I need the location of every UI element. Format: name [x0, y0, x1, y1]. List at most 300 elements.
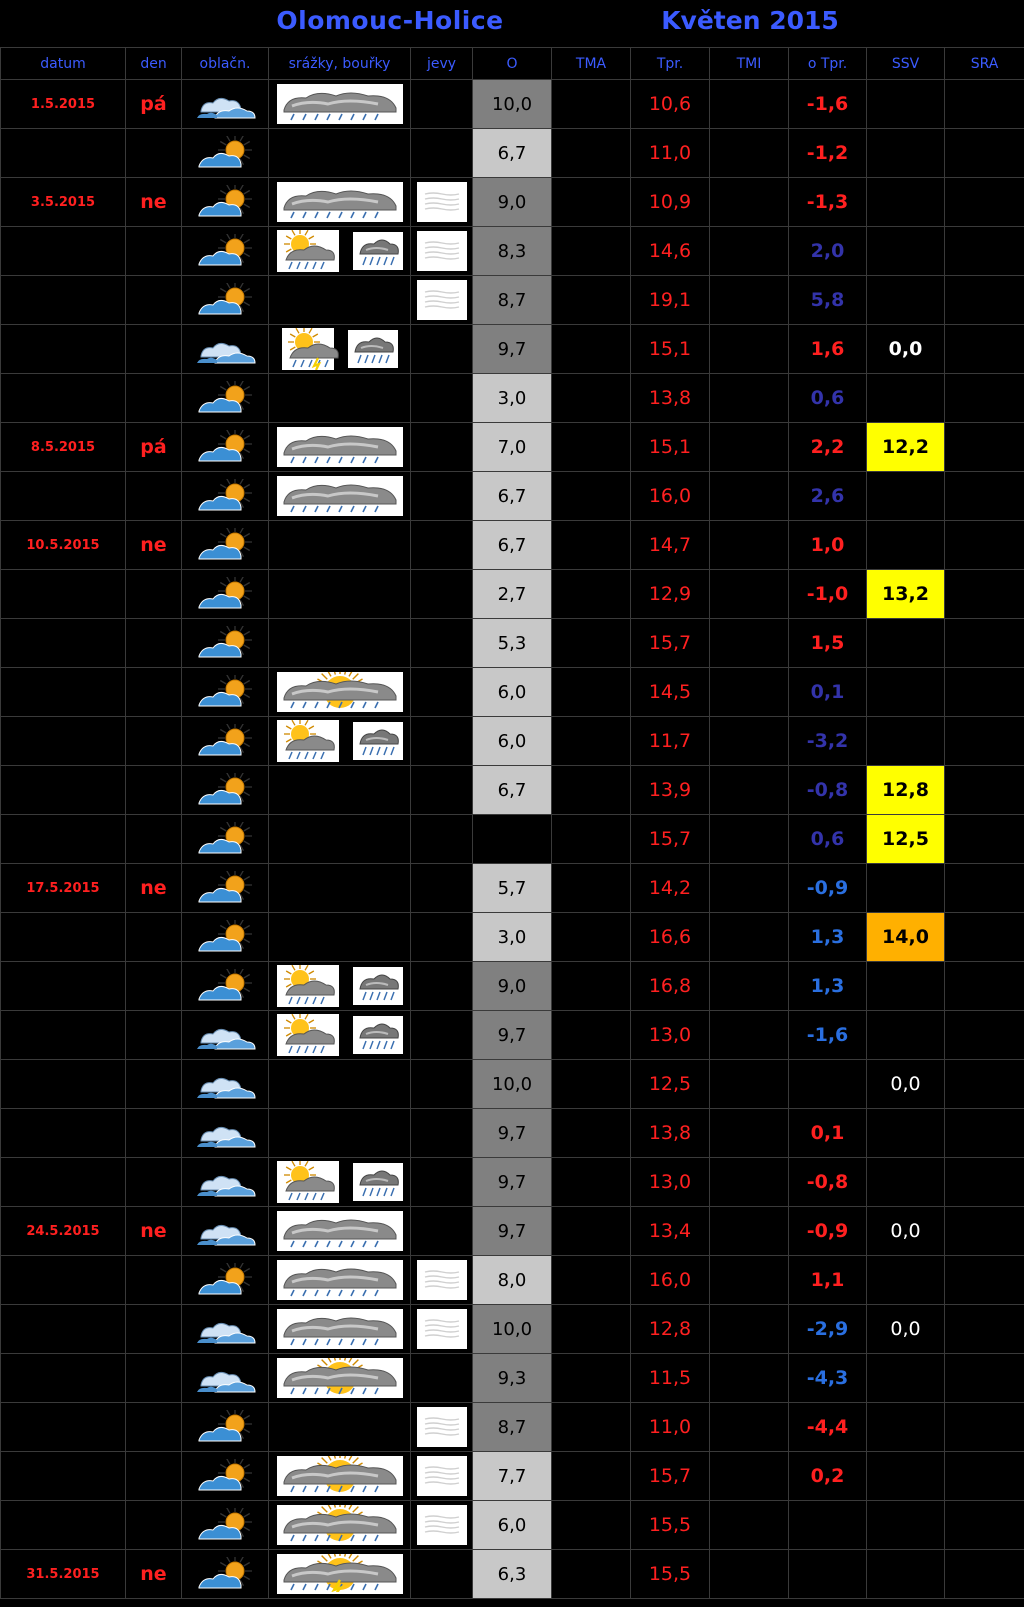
cell-tma	[552, 276, 631, 325]
cell-o: 6,3	[473, 1550, 552, 1599]
cell-sra	[945, 178, 1024, 227]
sun-cloud-icon	[195, 675, 255, 709]
cell-ssv	[867, 178, 945, 227]
cell-ssv: 12,5	[867, 815, 945, 864]
cell-srazky	[269, 227, 411, 276]
cell-jevy	[411, 1158, 473, 1207]
table-row	[1, 1207, 1024, 1256]
cell-sra	[945, 913, 1024, 962]
cell-o: 8,0	[473, 1256, 552, 1305]
col-header-ssv: SSV	[867, 48, 945, 80]
cell-tma	[552, 668, 631, 717]
cell-otpr: -4,4	[789, 1403, 867, 1452]
table-row	[1, 1305, 1024, 1354]
cell-oblacnost	[182, 129, 269, 178]
cell-tpr: 13,4	[631, 1207, 710, 1256]
cell-tpr: 15,5	[631, 1550, 710, 1599]
cell-otpr: 1,5	[789, 619, 867, 668]
cell-ssv: 0,0	[867, 1305, 945, 1354]
cell-jevy	[411, 1550, 473, 1599]
cell-datum	[1, 1305, 126, 1354]
cell-oblacnost	[182, 913, 269, 962]
cell-jevy	[411, 1305, 473, 1354]
cloudy-icon	[195, 1214, 255, 1248]
cell-den: ne	[126, 1207, 182, 1256]
rain-cloud-icon	[277, 182, 403, 222]
cell-srazky	[269, 913, 411, 962]
sun-cloud-icon	[195, 920, 255, 954]
cell-tpr: 16,6	[631, 913, 710, 962]
cell-sra	[945, 1158, 1024, 1207]
cell-tma	[552, 1060, 631, 1109]
sun-cloud-icon	[195, 528, 255, 562]
sun-shower-icon	[277, 1014, 339, 1056]
sun-cloud-icon	[195, 724, 255, 758]
table-row	[1, 864, 1024, 913]
cell-jevy	[411, 1207, 473, 1256]
cell-sra	[945, 1109, 1024, 1158]
table-row	[1, 1354, 1024, 1403]
cell-tmi	[710, 227, 789, 276]
cell-tpr: 19,1	[631, 276, 710, 325]
sun-cloud-icon	[195, 626, 255, 660]
cell-srazky	[269, 1305, 411, 1354]
cell-sra	[945, 766, 1024, 815]
cell-o: 9,7	[473, 1109, 552, 1158]
cell-den	[126, 1109, 182, 1158]
cell-jevy	[411, 619, 473, 668]
cell-otpr: 1,1	[789, 1256, 867, 1305]
cell-sra	[945, 1354, 1024, 1403]
table-row	[1, 1158, 1024, 1207]
cell-den	[126, 1158, 182, 1207]
cell-datum	[1, 1501, 126, 1550]
table-row	[1, 374, 1024, 423]
table-row	[1, 1011, 1024, 1060]
mist-icon	[417, 1505, 467, 1545]
cell-datum	[1, 1109, 126, 1158]
cell-ssv: 13,2	[867, 570, 945, 619]
weather-table	[0, 47, 1024, 1599]
cell-tma	[552, 962, 631, 1011]
cell-srazky	[269, 815, 411, 864]
cell-jevy	[411, 1060, 473, 1109]
cell-otpr: -1,6	[789, 1011, 867, 1060]
rain-cloud-icon	[277, 1309, 403, 1349]
cell-oblacnost	[182, 1158, 269, 1207]
cell-srazky	[269, 1501, 411, 1550]
cell-o: 9,0	[473, 178, 552, 227]
cell-o: 8,3	[473, 227, 552, 276]
cell-tmi	[710, 374, 789, 423]
cell-den	[126, 1403, 182, 1452]
cell-den	[126, 619, 182, 668]
cell-ssv	[867, 1256, 945, 1305]
cell-oblacnost	[182, 717, 269, 766]
cell-srazky	[269, 129, 411, 178]
cell-oblacnost	[182, 962, 269, 1011]
cell-tpr: 15,7	[631, 619, 710, 668]
cell-jevy	[411, 962, 473, 1011]
sun-shower-icon	[277, 720, 339, 762]
cell-o: 10,0	[473, 80, 552, 129]
table-row	[1, 766, 1024, 815]
cell-datum	[1, 276, 126, 325]
cell-o: 6,7	[473, 129, 552, 178]
cell-den	[126, 276, 182, 325]
cell-o: 9,3	[473, 1354, 552, 1403]
cell-srazky	[269, 668, 411, 717]
cell-tmi	[710, 766, 789, 815]
table-body	[1, 80, 1024, 1599]
cell-ssv	[867, 619, 945, 668]
cell-jevy	[411, 766, 473, 815]
cell-tma	[552, 521, 631, 570]
col-header-oblacn: oblačn.	[182, 48, 269, 80]
cell-tmi	[710, 619, 789, 668]
cell-den	[126, 325, 182, 374]
mist-icon	[417, 280, 467, 320]
cell-tpr: 13,9	[631, 766, 710, 815]
table-row	[1, 913, 1024, 962]
table-row	[1, 1256, 1024, 1305]
cell-jevy	[411, 325, 473, 374]
cell-srazky	[269, 521, 411, 570]
cell-sra	[945, 1011, 1024, 1060]
cell-o: 6,7	[473, 766, 552, 815]
cell-tmi	[710, 1011, 789, 1060]
cell-sra	[945, 521, 1024, 570]
cloudy-icon	[195, 1312, 255, 1346]
table-row	[1, 227, 1024, 276]
cell-tma	[552, 1305, 631, 1354]
cell-tmi	[710, 815, 789, 864]
cell-tmi	[710, 472, 789, 521]
cell-tpr: 10,9	[631, 178, 710, 227]
cell-otpr: -0,9	[789, 864, 867, 913]
cell-ssv: 14,0	[867, 913, 945, 962]
cell-tma	[552, 864, 631, 913]
cell-otpr: -1,3	[789, 178, 867, 227]
cloudy-icon	[195, 1361, 255, 1395]
sun-storm-icon	[282, 328, 334, 370]
cell-tmi	[710, 1403, 789, 1452]
shower-cloud-icon	[353, 722, 403, 760]
cloudy-icon	[195, 1018, 255, 1052]
cell-datum	[1, 1403, 126, 1452]
cell-tma	[552, 1207, 631, 1256]
cell-jevy	[411, 178, 473, 227]
table-row	[1, 1452, 1024, 1501]
cell-tmi	[710, 962, 789, 1011]
cell-jevy	[411, 129, 473, 178]
cell-den	[126, 815, 182, 864]
cell-tmi	[710, 1158, 789, 1207]
cell-tpr: 13,8	[631, 374, 710, 423]
cell-den	[126, 129, 182, 178]
col-header-srazky: srážky, bouřky	[269, 48, 411, 80]
cell-tmi	[710, 276, 789, 325]
cell-tma	[552, 913, 631, 962]
sun-rain-cloud-icon	[277, 672, 403, 712]
cloudy-icon	[195, 1165, 255, 1199]
cell-srazky	[269, 570, 411, 619]
cell-tma	[552, 1501, 631, 1550]
cell-ssv	[867, 1011, 945, 1060]
cell-datum	[1, 913, 126, 962]
cell-sra	[945, 1550, 1024, 1599]
cell-jevy	[411, 717, 473, 766]
cell-datum	[1, 717, 126, 766]
cell-srazky	[269, 1550, 411, 1599]
sun-shower-icon	[277, 965, 339, 1007]
cell-den	[126, 227, 182, 276]
cell-oblacnost	[182, 619, 269, 668]
cell-jevy	[411, 1452, 473, 1501]
cell-oblacnost	[182, 423, 269, 472]
sun-cloud-icon	[195, 1508, 255, 1542]
cell-srazky	[269, 178, 411, 227]
cell-den	[126, 374, 182, 423]
cell-ssv: 0,0	[867, 1207, 945, 1256]
cell-o: 3,0	[473, 374, 552, 423]
cell-jevy	[411, 227, 473, 276]
cell-sra	[945, 815, 1024, 864]
cell-ssv	[867, 374, 945, 423]
cell-ssv	[867, 1403, 945, 1452]
cell-datum	[1, 227, 126, 276]
rain-cloud-icon	[277, 1211, 403, 1251]
cell-tmi	[710, 1256, 789, 1305]
cell-tma	[552, 1452, 631, 1501]
col-header-sra: SRA	[945, 48, 1024, 80]
shower-cloud-icon	[353, 1163, 403, 1201]
rain-cloud-icon	[277, 84, 403, 124]
cell-oblacnost	[182, 325, 269, 374]
cell-tpr: 12,8	[631, 1305, 710, 1354]
cell-tpr: 13,8	[631, 1109, 710, 1158]
cell-tpr: 11,0	[631, 1403, 710, 1452]
cell-den: pá	[126, 80, 182, 129]
cell-datum: 10.5.2015	[1, 521, 126, 570]
cell-otpr	[789, 1060, 867, 1109]
cell-srazky	[269, 472, 411, 521]
cell-sra	[945, 472, 1024, 521]
col-header-o: O	[473, 48, 552, 80]
cell-otpr: 1,6	[789, 325, 867, 374]
cell-tmi	[710, 1354, 789, 1403]
cell-sra	[945, 1305, 1024, 1354]
cell-o: 10,0	[473, 1305, 552, 1354]
cell-sra	[945, 423, 1024, 472]
sun-cloud-icon	[195, 1410, 255, 1444]
cell-datum	[1, 1011, 126, 1060]
cell-tpr: 13,0	[631, 1158, 710, 1207]
sun-shower-icon	[277, 1161, 339, 1203]
cell-ssv	[867, 1158, 945, 1207]
sun-cloud-icon	[195, 822, 255, 856]
cell-tpr: 15,5	[631, 1501, 710, 1550]
cell-jevy	[411, 864, 473, 913]
cell-oblacnost	[182, 1256, 269, 1305]
cell-tmi	[710, 668, 789, 717]
sun-cloud-icon	[195, 969, 255, 1003]
cell-srazky	[269, 276, 411, 325]
cell-ssv: 12,8	[867, 766, 945, 815]
cell-otpr: 2,2	[789, 423, 867, 472]
cell-oblacnost	[182, 766, 269, 815]
cell-srazky	[269, 374, 411, 423]
cell-jevy	[411, 668, 473, 717]
cell-ssv	[867, 1501, 945, 1550]
cell-tmi	[710, 129, 789, 178]
sun-cloud-icon	[195, 577, 255, 611]
cell-datum	[1, 472, 126, 521]
cell-srazky	[269, 1011, 411, 1060]
cell-srazky	[269, 325, 411, 374]
cell-sra	[945, 1501, 1024, 1550]
cell-o: 7,0	[473, 423, 552, 472]
cell-sra	[945, 325, 1024, 374]
cell-srazky	[269, 864, 411, 913]
cell-den	[126, 1060, 182, 1109]
cell-den	[126, 717, 182, 766]
cell-ssv: 12,2	[867, 423, 945, 472]
cell-ssv	[867, 1452, 945, 1501]
shower-cloud-icon	[348, 330, 398, 368]
cell-datum: 24.5.2015	[1, 1207, 126, 1256]
cell-srazky	[269, 423, 411, 472]
col-header-datum: datum	[1, 48, 126, 80]
cell-tma	[552, 472, 631, 521]
cell-ssv	[867, 864, 945, 913]
cell-tma	[552, 1403, 631, 1452]
cell-tmi	[710, 864, 789, 913]
cell-tma	[552, 423, 631, 472]
cell-tma	[552, 1158, 631, 1207]
cell-tmi	[710, 325, 789, 374]
rain-cloud-icon	[277, 476, 403, 516]
cell-oblacnost	[182, 521, 269, 570]
sun-rain-cloud-icon	[277, 1456, 403, 1496]
sun-cloud-icon	[195, 381, 255, 415]
cell-o: 9,7	[473, 1158, 552, 1207]
cell-oblacnost	[182, 1452, 269, 1501]
cell-jevy	[411, 815, 473, 864]
cell-o: 9,7	[473, 1207, 552, 1256]
rain-cloud-icon	[277, 1260, 403, 1300]
cell-datum	[1, 1452, 126, 1501]
table-row	[1, 521, 1024, 570]
cell-srazky	[269, 962, 411, 1011]
cell-otpr: -1,2	[789, 129, 867, 178]
mist-icon	[417, 231, 467, 271]
cell-tma	[552, 1011, 631, 1060]
cell-jevy	[411, 374, 473, 423]
cell-oblacnost	[182, 1403, 269, 1452]
cloudy-icon	[195, 87, 255, 121]
cell-otpr: -0,8	[789, 766, 867, 815]
cell-ssv	[867, 1354, 945, 1403]
cell-datum	[1, 1256, 126, 1305]
cell-otpr: -0,8	[789, 1158, 867, 1207]
table-row	[1, 1109, 1024, 1158]
cell-ssv: 0,0	[867, 1060, 945, 1109]
cell-srazky	[269, 1403, 411, 1452]
cell-oblacnost	[182, 864, 269, 913]
cell-den	[126, 1354, 182, 1403]
table-row	[1, 423, 1024, 472]
table-row	[1, 815, 1024, 864]
cell-otpr: -1,6	[789, 80, 867, 129]
cell-o: 10,0	[473, 1060, 552, 1109]
cell-tpr: 16,0	[631, 1256, 710, 1305]
cell-den	[126, 962, 182, 1011]
cell-srazky	[269, 1256, 411, 1305]
cell-o: 5,3	[473, 619, 552, 668]
cell-jevy	[411, 521, 473, 570]
cell-oblacnost	[182, 570, 269, 619]
cell-tmi	[710, 717, 789, 766]
cell-tpr: 16,8	[631, 962, 710, 1011]
col-header-tma: TMA	[552, 48, 631, 80]
cell-datum: 17.5.2015	[1, 864, 126, 913]
cell-o: 6,0	[473, 717, 552, 766]
mist-icon	[417, 182, 467, 222]
cell-den	[126, 1011, 182, 1060]
cell-ssv	[867, 80, 945, 129]
cell-datum	[1, 815, 126, 864]
cell-tpr: 12,5	[631, 1060, 710, 1109]
cell-ssv	[867, 521, 945, 570]
cell-jevy	[411, 1501, 473, 1550]
cell-otpr	[789, 1550, 867, 1599]
cell-den	[126, 1501, 182, 1550]
cell-tma	[552, 766, 631, 815]
table-row	[1, 619, 1024, 668]
cell-tpr: 11,0	[631, 129, 710, 178]
sun-rain-cloud-icon	[277, 1505, 403, 1545]
cell-tma	[552, 178, 631, 227]
cell-o: 9,7	[473, 325, 552, 374]
cell-datum	[1, 570, 126, 619]
cell-tpr: 11,5	[631, 1354, 710, 1403]
table-row	[1, 1550, 1024, 1599]
col-header-tpr: Tpr.	[631, 48, 710, 80]
rain-cloud-icon	[277, 427, 403, 467]
cell-o: 3,0	[473, 913, 552, 962]
cell-tpr: 15,7	[631, 815, 710, 864]
sun-cloud-icon	[195, 773, 255, 807]
cell-sra	[945, 962, 1024, 1011]
cell-tmi	[710, 1109, 789, 1158]
cell-tmi	[710, 570, 789, 619]
cell-tpr: 11,7	[631, 717, 710, 766]
cell-jevy	[411, 1403, 473, 1452]
cell-o: 2,7	[473, 570, 552, 619]
col-header-den: den	[126, 48, 182, 80]
cell-den	[126, 1305, 182, 1354]
cell-tpr: 15,1	[631, 325, 710, 374]
cell-sra	[945, 1403, 1024, 1452]
cell-tpr: 10,6	[631, 80, 710, 129]
cell-otpr: -4,3	[789, 1354, 867, 1403]
cell-otpr: 2,0	[789, 227, 867, 276]
cell-den	[126, 766, 182, 815]
cell-tma	[552, 374, 631, 423]
cell-tma	[552, 570, 631, 619]
shower-cloud-icon	[353, 1016, 403, 1054]
